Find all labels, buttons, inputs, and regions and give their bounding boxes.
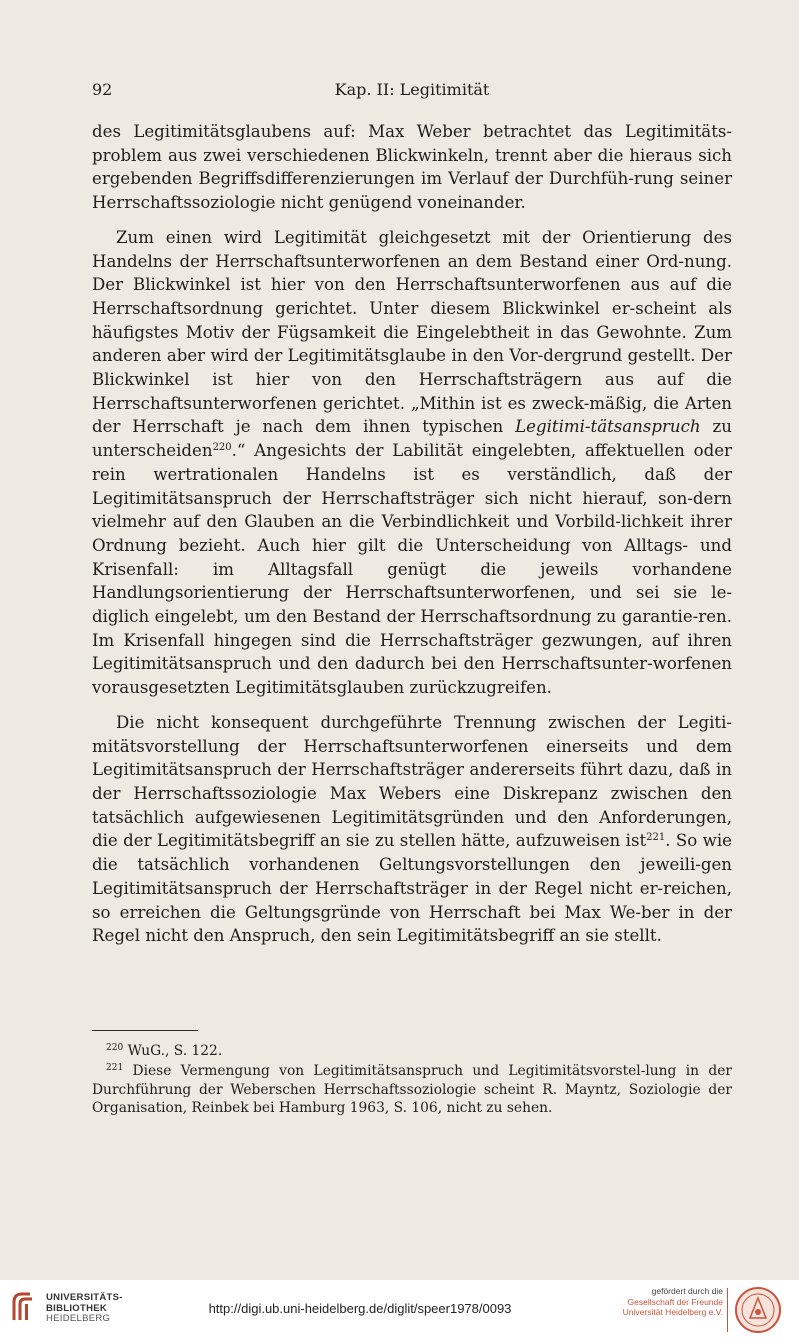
chapter-title: Kap. II: Legitimität	[334, 80, 490, 99]
library-name	[46, 1293, 123, 1325]
paragraph-3-part-a: Die nicht konsequent durchgeführte Trennung zwischen der Legiti-mitätsvorstellung der Herrschaftsunterworfenen einerseits und dem Legitimitätsanspruch der Herrschaftsträger andererseits führt dazu, daß in der Herrschaftssoziologie Max Webers eine Diskrepanz zwischen den tatsächlich aufgewiesenen Legitimitätsgründen und den Anforderungen, die der Legitimitätsbegriff an sie zu stellen hätte, aufzuweisen ist	[92, 712, 732, 851]
sponsor-line-3: Universität Heidelberg e.V.	[622, 1307, 723, 1317]
footnote-text: WuG., S. 122.	[123, 1043, 223, 1059]
main-text	[92, 120, 732, 959]
paragraph-2	[92, 226, 732, 700]
paragraph-2-part-a: Zum einen wird Legitimität gleichgesetzt mit der Orientierung des Handelns der Herrschaftsunterworfenen an dem Bestand einer Ord-nung. Der Blickwinkel ist hier von den Herrschaftsunterworfenen aus auf die Herrschaftsordnung gerichtet. Unter diesem Blickwinkel er-scheint als häufigstes Motiv der Fügsamkeit die Eingelebtheit in das Gewohnte. Zum anderen aber wird der Legitimitätsglaube in den Vor-dergrund gestellt. Der Blickwinkel ist hier von den Herrschaftsträgern aus auf die Herrschaftsunterworfenen gerichtet. „Mithin ist es zweck-mäßig, die Arten der Herrschaft je nach dem ihnen typischen	[92, 227, 732, 437]
paragraph-3	[92, 711, 732, 948]
page-header	[92, 80, 732, 106]
footnote-divider	[92, 1030, 198, 1031]
footnote-number: 221	[106, 1063, 124, 1074]
permalink-url[interactable]: http://digi.ub.uni-heidelberg.de/diglit/speer1978/0093	[208, 1301, 512, 1316]
footnote-number: 220	[106, 1043, 124, 1053]
sponsor-line-1: gefördert durch die	[651, 1286, 723, 1296]
footer-divider	[727, 1288, 728, 1332]
library-line-1: UNIVERSITÄTS-	[46, 1292, 123, 1303]
sponsor-line-2: Gesellschaft der Freunde	[627, 1296, 723, 1307]
library-line-3: HEIDELBERG	[46, 1313, 111, 1324]
library-line-2: BIBLIOTHEK	[46, 1302, 108, 1314]
paragraph-2-part-c: .“ Angesichts der Labilität eingelebten, affektuellen oder rein wertrationalen Handelns ist es verständlich, daß der Legitimitätsanspruch der Herrschaftsträger sich nicht hierauf, son-dern vielmehr auf den Glauben an die Verbindlichkeit und Vorbild-lichkeit ihrer Ordnung bezieht. Auch hier gilt die Unterscheidung von Alltags- und Krisenfall: im Alltagsfall genügt die jeweils vorhandene Handlungsorientierung der Herrschaftsunterworfenen, und sei sie le-diglich eingelebt, um den Bestand der Herrschaftsordnung zu garantie-ren. Im Krisenfall hingegen sind die Herrschaftsträger gezwungen, auf ihren Legitimitätsanspruch und den dadurch bei den Herrschaftsunter-worfenen vorausgesetzten Legitimitätsglauben zurückzugreifen.	[92, 441, 732, 698]
footnote-ref-220[interactable]: 220	[212, 442, 232, 454]
viewer-footer	[0, 1280, 799, 1338]
footnotes	[92, 1042, 732, 1120]
footnote-221	[92, 1062, 732, 1117]
emphasis-legitimitaetsanspruch: Legitimi-tätsanspruch	[515, 417, 701, 437]
page-number: 92	[92, 80, 113, 99]
university-seal-icon[interactable]	[734, 1286, 782, 1334]
sponsor-note	[613, 1286, 723, 1318]
footnote-ref-221[interactable]: 221	[646, 832, 666, 844]
footnote-text: Diese Vermengung von Legitimitätsanspruch und Legitimitätsvorstel-lung in der Durchführung der Weberschen Herrschaftssoziologie scheint R. Mayntz, Soziologie der Organisation, Reinbek bei Hamburg 1963, S. 106, nicht zu sehen.	[92, 1063, 732, 1117]
paragraph-3-part-b: . So wie die tatsächlich vorhandenen Geltungsvorstellungen den jeweili-gen Legitimitätsanspruch der Herrschaftsträger in der Regel nicht er-reichen, so erreichen die Geltungsgründe von Herrschaft bei Max We-ber in der Regel nicht den Anspruch, den sein Legitimitätsbegriff an sie stellt.	[92, 831, 732, 946]
footnote-220	[92, 1042, 732, 1060]
paragraph-1: des Legitimitätsglaubens auf: Max Weber betrachtet das Legitimitäts-problem aus zwei verschiedenen Blickwinkeln, trennt aber die hieraus sich ergebenden Begriffsdifferenzierungen im Verlauf der Durchfüh-rung seiner Herrschaftssoziologie nicht genügend voneinander.	[92, 122, 732, 213]
library-logo-icon[interactable]	[10, 1290, 40, 1324]
paragraph-2-part-b: zu unterscheiden	[92, 417, 732, 461]
